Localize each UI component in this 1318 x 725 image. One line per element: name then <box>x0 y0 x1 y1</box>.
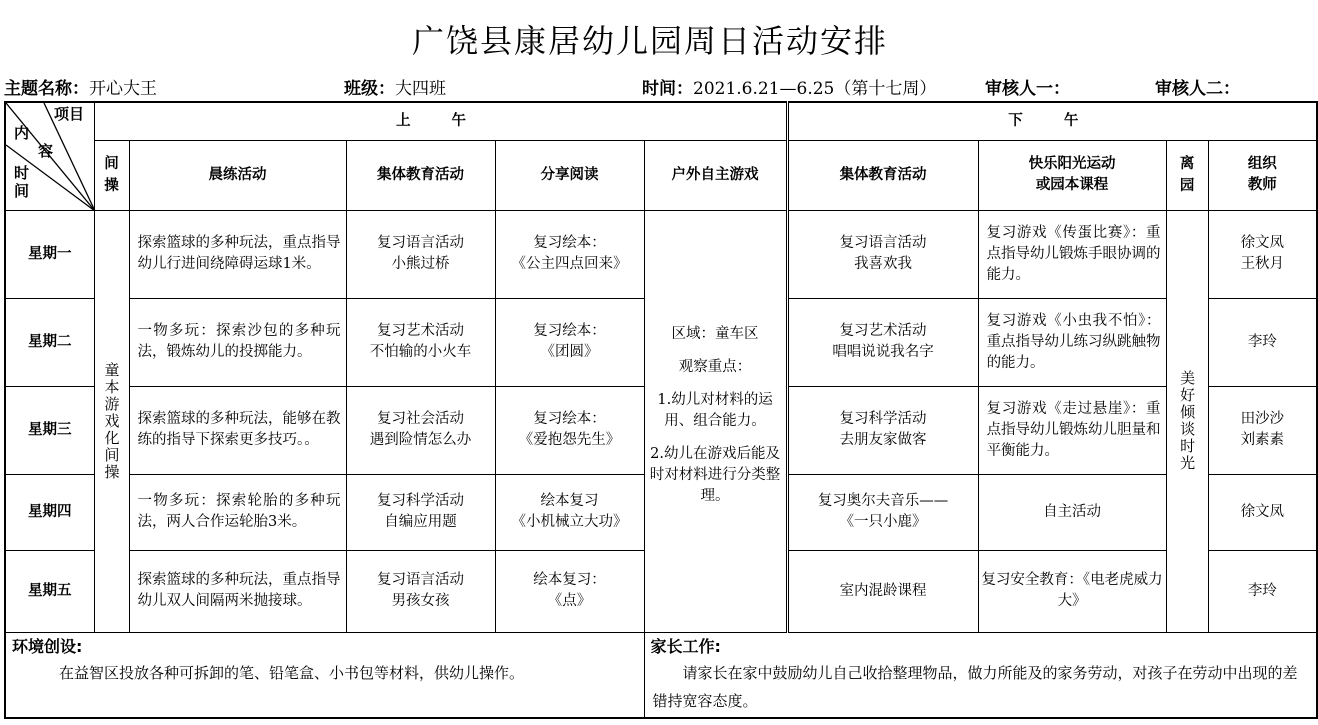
reading-line2: 《团圆》 <box>540 344 599 360</box>
leave-cell <box>1166 210 1208 632</box>
reading-line2: 《爱抱怨先生》 <box>518 432 621 448</box>
morning-activity-cell: 探索篮球的多种玩法，能够在教练的指导下探索更多技巧。。 <box>129 386 346 474</box>
corner-content-label-2: 容 <box>38 142 54 160</box>
col-header-group-edu-pm: 集体教育活动 <box>787 140 978 210</box>
teacher-name-1: 李玲 <box>1247 333 1277 350</box>
group-edu-pm-line2: 《一只小鹿》 <box>839 514 927 530</box>
sunshine-cell: 自主活动 <box>978 474 1166 550</box>
class-label: 班级： <box>344 79 395 99</box>
morning-activity-cell: 探索篮球的多种玩法，重点指导幼儿双人间隔两米抛接球。 <box>129 550 346 632</box>
reading-line1: 复习绘本： <box>533 323 606 339</box>
column-header-row <box>5 140 1317 210</box>
col-header-sunshine <box>978 140 1166 210</box>
theme-value: 开心大王 <box>89 79 157 99</box>
group-edu-am-line2: 自编应用题 <box>384 514 457 530</box>
morning-activity-cell: 探索篮球的多种玩法，重点指导幼儿行进间绕障碍运球1米。 <box>129 210 346 298</box>
teacher-name-2: 王秋月 <box>1240 256 1285 272</box>
leave-header-text: 离园 <box>1179 156 1195 194</box>
group-edu-am-line2: 遇到险情怎么办 <box>369 432 472 448</box>
sunshine-header-line1: 快乐阳光运动 <box>1028 156 1116 172</box>
group-edu-pm-cell <box>787 550 978 632</box>
outdoor-point2: 2.幼儿在游戏后能及时对材料进行分类整理。 <box>649 445 781 504</box>
environment-cell <box>5 632 644 718</box>
col-header-teacher <box>1208 140 1317 210</box>
environment-label: 环境创设: <box>12 636 83 656</box>
group-edu-am-cell <box>346 386 495 474</box>
reading-cell <box>495 386 644 474</box>
sunshine-header-line2: 或园本课程 <box>1035 177 1109 193</box>
morning-section-header: 上 午 <box>94 102 787 140</box>
group-edu-am-cell <box>346 298 495 386</box>
teacher-cell <box>1208 386 1317 474</box>
sunshine-cell: 复习游戏《走过悬崖》：重点指导幼儿锻炼幼儿胆量和平衡能力。 <box>978 386 1166 474</box>
group-edu-pm-line2: 我喜欢我 <box>854 256 913 272</box>
group-edu-am-cell <box>346 210 495 298</box>
time-field <box>642 74 936 99</box>
teacher-header-line2: 教师 <box>1247 177 1277 193</box>
environment-text: 在益智区投放各种可拆卸的笔、铅笔盒、小书包等材料，供幼儿操作。 <box>59 663 525 682</box>
col-header-leave <box>1166 140 1208 210</box>
sunshine-cell: 复习安全教育：《电老虎威力大》 <box>978 550 1166 632</box>
section-header-row <box>5 102 1317 140</box>
group-edu-am-line1: 复习社会活动 <box>377 411 464 427</box>
col-header-morning-exercise: 晨练活动 <box>129 140 346 210</box>
group-edu-pm-line1: 复习科学活动 <box>839 411 927 427</box>
afternoon-section-header: 下 午 <box>787 102 1317 140</box>
sunshine-cell: 复习游戏《传蛋比赛》：重点指导幼儿锻炼手眼协调的能力。 <box>978 210 1166 298</box>
time-value: 2021.6.21—6.25（第十七周） <box>693 79 937 99</box>
bottom-row <box>5 632 1317 718</box>
reviewer1-field <box>985 74 1070 99</box>
group-edu-pm-cell <box>787 386 978 474</box>
group-edu-am-cell <box>346 474 495 550</box>
theme-label: 主题名称： <box>4 79 89 99</box>
reviewer2-label: 审核人二： <box>1155 79 1240 99</box>
group-edu-am-line1: 复习语言活动 <box>377 235 464 251</box>
reading-cell <box>495 298 644 386</box>
outdoor-area: 区域：童车区 <box>671 325 759 342</box>
group-edu-pm-line2: 唱唱说说我名字 <box>832 344 934 360</box>
group-edu-am-line1: 复习艺术活动 <box>377 323 464 339</box>
exercise-cell <box>94 210 129 632</box>
reading-cell <box>495 550 644 632</box>
parents-label: 家长工作: <box>650 636 721 656</box>
reading-line1: 复习绘本： <box>533 411 606 427</box>
teacher-name-2: 刘素素 <box>1240 432 1285 448</box>
col-header-exercise <box>94 140 129 210</box>
table-row <box>5 210 1317 298</box>
group-edu-am-cell <box>346 550 495 632</box>
teacher-name-1: 徐文凤 <box>1240 503 1285 520</box>
teacher-cell <box>1208 550 1317 632</box>
leave-text: 美好倾谈时光 <box>1178 370 1197 472</box>
group-edu-pm-line1: 复习奥尔夫音乐—— <box>817 493 949 509</box>
reading-cell <box>495 210 644 298</box>
day-cell: 星期四 <box>5 474 94 550</box>
teacher-name-1: 徐文凤 <box>1240 235 1285 251</box>
group-edu-am-line2: 男孩女孩 <box>391 593 450 609</box>
corner-content-label-1: 内 <box>14 124 30 142</box>
group-edu-pm-cell <box>787 474 978 550</box>
group-edu-am-line1: 复习语言活动 <box>377 572 464 588</box>
group-edu-pm-line1: 室内混龄课程 <box>839 582 927 599</box>
corner-cell <box>5 102 94 210</box>
teacher-name-1: 田沙沙 <box>1240 411 1285 427</box>
sunshine-cell: 复习游戏《小虫我不怕》：重点指导幼儿练习纵跳触物的能力。 <box>978 298 1166 386</box>
col-header-group-edu-am: 集体教育活动 <box>346 140 495 210</box>
day-cell: 星期五 <box>5 550 94 632</box>
reading-line2: 《点》 <box>547 593 592 609</box>
outdoor-point1: 1.幼儿对材料的运用、组合能力。 <box>657 391 773 429</box>
parents-text: 请家长在家中鼓励幼儿自己收拾整理物品，做力所能及的家务劳动，对孩子在劳动中出现的差错持宽容态度。 <box>652 663 1298 710</box>
day-cell: 星期三 <box>5 386 94 474</box>
outdoor-cell <box>644 210 787 632</box>
exercise-header-text: 间操 <box>104 156 119 194</box>
col-header-outdoor: 户外自主游戏 <box>644 140 787 210</box>
group-edu-pm-cell <box>787 298 978 386</box>
teacher-cell <box>1208 210 1317 298</box>
reading-line1: 绘本复习 <box>540 493 599 509</box>
teacher-cell <box>1208 474 1317 550</box>
outdoor-focus: 观察重点： <box>678 358 752 375</box>
group-edu-pm-line1: 复习语言活动 <box>839 235 927 251</box>
parents-cell <box>644 632 1317 718</box>
group-edu-am-line1: 复习科学活动 <box>377 493 464 509</box>
col-header-reading: 分享阅读 <box>495 140 644 210</box>
morning-activity-cell: 一物多玩：探索轮胎的多种玩法，两人合作运轮胎3米。 <box>129 474 346 550</box>
exercise-text: 童本游戏化间操 <box>102 361 121 481</box>
group-edu-am-line2: 小熊过桥 <box>391 256 450 272</box>
reading-line2: 《小机械立大功》 <box>511 514 628 530</box>
group-edu-pm-line2: 去朋友家做客 <box>839 432 927 448</box>
group-edu-pm-line1: 复习艺术活动 <box>839 323 927 339</box>
class-value: 大四班 <box>395 79 446 99</box>
corner-time-label-2: 间 <box>14 182 30 200</box>
teacher-name-1: 李玲 <box>1247 582 1277 599</box>
teacher-cell <box>1208 298 1317 386</box>
reviewer1-label: 审核人一： <box>985 79 1070 99</box>
morning-activity-cell: 一物多玩：探索沙包的多种玩法，锻炼幼儿的投掷能力。 <box>129 298 346 386</box>
corner-time-label-1: 时 <box>14 164 30 182</box>
theme-field <box>4 74 157 99</box>
reading-line1: 复习绘本： <box>533 235 606 251</box>
day-cell: 星期二 <box>5 298 94 386</box>
time-label: 时间： <box>642 79 693 99</box>
reading-line1: 绘本复习： <box>533 572 606 588</box>
teacher-header-line1: 组织 <box>1247 156 1277 172</box>
class-field <box>344 74 446 99</box>
corner-item-label: 项目 <box>54 105 85 123</box>
group-edu-pm-cell <box>787 210 978 298</box>
page-title: 广饶县康居幼儿园周日活动安排 <box>411 22 888 60</box>
reviewer2-field <box>1155 74 1240 99</box>
reading-line2: 《公主四点回来》 <box>511 256 628 272</box>
schedule-table <box>4 101 1318 719</box>
day-cell: 星期一 <box>5 210 94 298</box>
group-edu-am-line2: 不怕输的小火车 <box>369 344 472 360</box>
reading-cell <box>495 474 644 550</box>
